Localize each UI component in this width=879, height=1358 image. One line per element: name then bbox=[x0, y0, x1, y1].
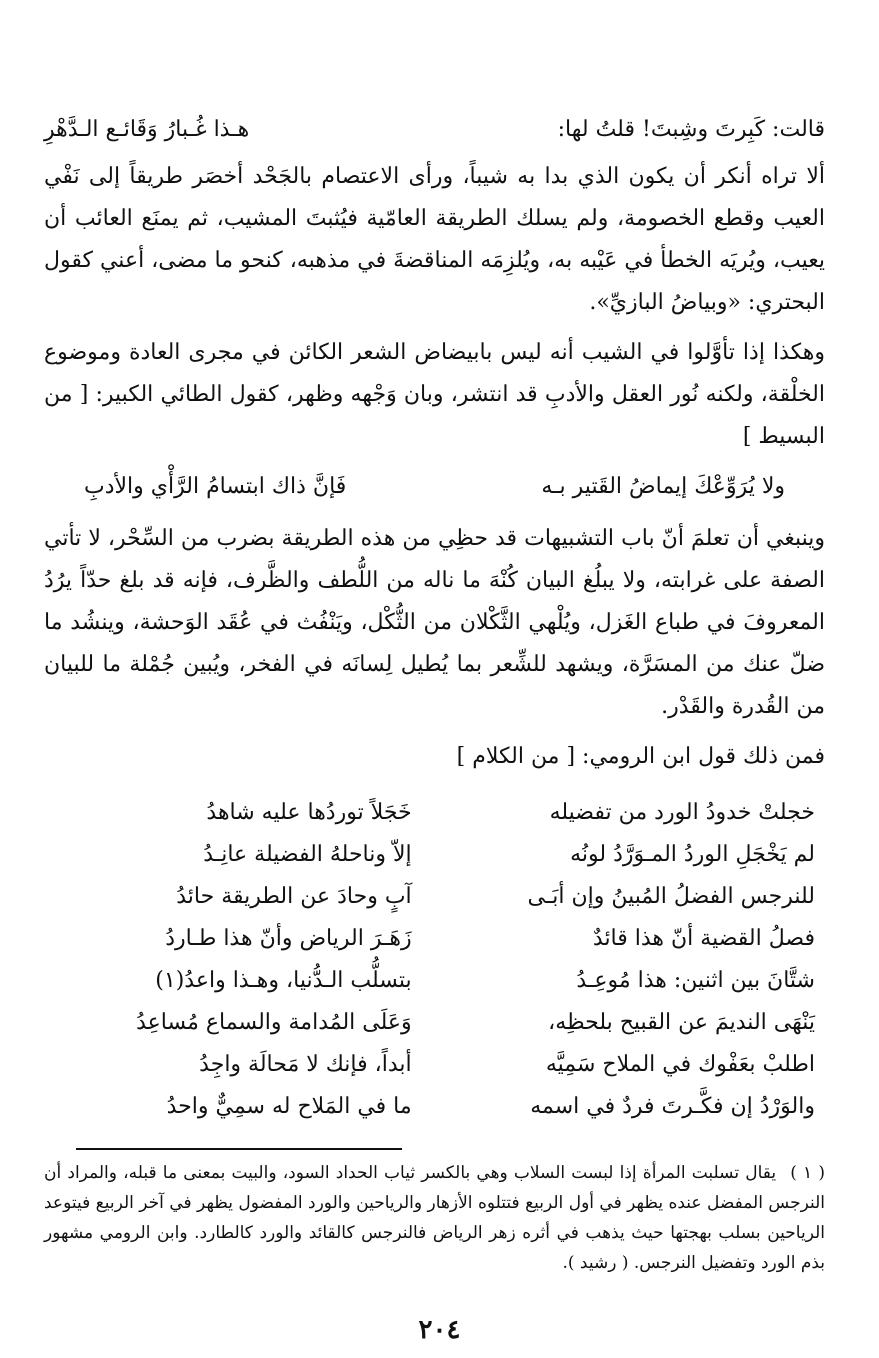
verse-second-hemistich: وَعَلَى المُدامة والسماع مُساعِدُ bbox=[136, 1010, 412, 1035]
opening-verse bbox=[44, 110, 825, 150]
footnote-divider bbox=[76, 1148, 402, 1150]
poem-line bbox=[44, 834, 825, 876]
poem-line bbox=[44, 1086, 825, 1128]
verse-second-hemistich: إلاّ وناحلهُ الفضيلة عانِـدُ bbox=[203, 842, 412, 867]
poem-line bbox=[44, 1002, 825, 1044]
verse-second-hemistich: خَجَلاً توردُها عليه شاهدُ bbox=[206, 800, 412, 825]
verse-first-hemistich: شتَّانَ بين اثنين: هذا مُوعِـدُ bbox=[576, 968, 815, 993]
verse-first-hemistich: قالت: كَبِرتَ وشِبتَ! قلتُ لها: bbox=[557, 117, 825, 142]
footnote bbox=[44, 1158, 825, 1278]
verse-second-hemistich: هـذا غُـبارُ وَقَائـع الـدَّهْرِ bbox=[44, 117, 250, 142]
verse-first-hemistich: خجلتْ خدودُ الورد من تفضيله bbox=[549, 800, 815, 825]
paragraph-1: ألا تراه أنكر أن يكون الذي بدا به شيباً، ورأى الاعتصام بالجَحْد أخصَر طريقاً إلى نَفْي العيب وقطع الخصومة، ولم يسلك الطريقة العامّية فيُثبتَ المشيب، ثم يمنَع العائب أن يعيب، ويُريَه الخطأ في عَيْبه به، ويُلزِمَه المناقضةَ في مذهبه، كنحو ما مضى، أعني كقول البحتري: «وبياضُ البازيِّ». bbox=[44, 164, 825, 315]
footnote-number: ( ١ ) bbox=[790, 1163, 825, 1183]
paragraph-2: وهكذا إذا تأوَّلوا في الشيب أنه ليس بابيضاض الشعر الكائن في مجرى العادة وموضوع الخلْقة، ولكنه نُور العقل والأدبِ قد انتشر، وبان وَجْهه وظهر، كقول الطائي الكبير: [ من البسيط ] bbox=[44, 340, 825, 449]
verse-first-hemistich: يَنْهَى النديمَ عن القبيح بلحظِه، bbox=[548, 1010, 815, 1035]
poem-line bbox=[44, 960, 825, 1002]
verse-first-hemistich: فصلُ القضية أنّ هذا قائدٌ bbox=[592, 926, 815, 951]
verse-first-hemistich: لم يَخْجَلِ الوردُ المـوَرَّدُ لونُه bbox=[570, 842, 815, 867]
verse-second-hemistich: بتسلُّب الـدُّنيا، وهـذا واعدُ(١) bbox=[155, 968, 412, 993]
verse-second-hemistich: أبداً، فإنك لا مَحالَة واجِدُ bbox=[199, 1052, 412, 1077]
poem-line bbox=[44, 792, 825, 834]
poem-line bbox=[44, 918, 825, 960]
verse-second-hemistich: فَإنَّ ذاك ابتسامُ الرَّأْي والأدبِ bbox=[84, 474, 347, 499]
verse-second-hemistich: ما في المَلاح له سمِيٌّ واحدُ bbox=[166, 1094, 412, 1119]
poem-line bbox=[44, 1044, 825, 1086]
footnote-text: يقال تسلبت المرأة إذا لبست السلاب وهي بالكسر ثياب الحداد السود، والبيت بمعنى ما قبله، والمراد أن النرجس المفضل عنده يظهر في أول الربيع فتتلوه الأزهار والرياحين والورد المفضول يظهر في آخر الربيع فيتوعد الرياحين بسلب بهجتها حيث يذهب في أثره زهر الرياض فالنرجس كالقائد والورد كالطارد. وابن الرومي مشهور بذم الورد وتفضيل النرجس. ( رشيد ). bbox=[44, 1163, 825, 1273]
quoted-verse bbox=[44, 466, 825, 508]
page-number: ٢٠٤ bbox=[418, 1315, 461, 1345]
verse-first-hemistich: والوَرْدُ إن فكَّـرتَ فردٌ في اسمه bbox=[530, 1094, 815, 1119]
verse-second-hemistich: آبٍ وحادَ عن الطريقة حائدُ bbox=[176, 884, 412, 909]
poem-intro: فمن ذلك قول ابن الرومي: [ من الكلام ] bbox=[456, 744, 825, 769]
verse-first-hemistich: ولا يُرَوِّعْكَ إيماضُ القَتير بـه bbox=[541, 474, 785, 499]
verse-first-hemistich: اطلبْ بعَفْوك في الملاح سَمِيَّه bbox=[545, 1052, 815, 1077]
poem-line bbox=[44, 876, 825, 918]
poem bbox=[44, 792, 825, 1128]
paragraph-3: وينبغي أن تعلمَ أنّ باب التشبيهات قد حظِي من هذه الطريقة بضرب من السِّحْر، لا تأتي الصفة على غرابته، ولا يبلُغ البيان كُنْهَ ما ناله من اللُّطف والظَّرف، فإنه قد بلغ حدّاً يرُدُ المعروفَ في طباع الغَزل، ويُلْهي الثَّكْلان من الثُّكْل، ويَنْفُث في عُقَد الوَحشة، وينشُد ما ضلّ عنك من المسَرَّة، ويشهد للشِّعر بما يُطيل لِسانَه في الفخر، ويُبين جُمْلة ما للبيان من القُدرة والقَدْر. bbox=[44, 526, 825, 719]
page-body bbox=[44, 110, 825, 1128]
verse-first-hemistich: للنرجس الفضلُ المُبينُ وإن أبَـى bbox=[527, 884, 815, 909]
verse-second-hemistich: زَهَـرَ الرياض وأنّ هذا طـاردُ bbox=[165, 926, 412, 951]
